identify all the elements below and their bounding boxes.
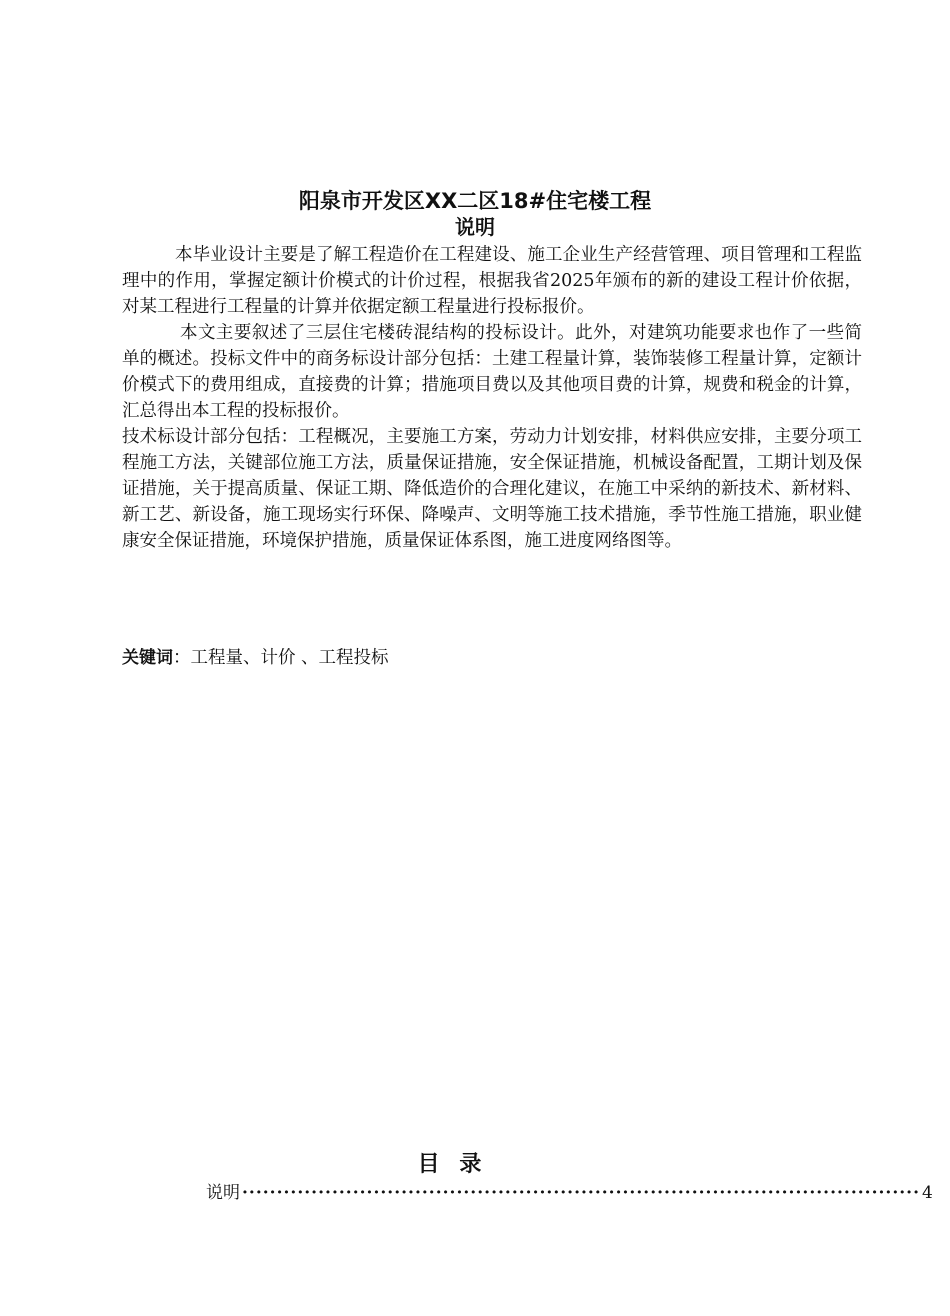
paragraph: 技术标设计部分包括：工程概况，主要施工方案，劳动力计划安排，材料供应安排，主要分项工程施工方法，关键部位施工方法，质量保证措施，安全保证措施，机械设备配置，工期计划及保证措施，关于提高质量、保证工期、降低造价的合理化建议，在施工中采纳的新技术、新材料、新工艺、新设备，施工现场实行环保、降噪声、文明等施工技术措施，季节性施工措施，职业健康安全保证措施，环境保护措施，质量保证体系图，施工进度网络图等。 bbox=[122, 427, 862, 551]
toc-entry-page: 4 bbox=[922, 1183, 933, 1203]
keywords-text: ：工程量、计价 、工程投标 bbox=[173, 648, 389, 668]
toc-leader-dots: ·································································································· bbox=[242, 1183, 921, 1203]
toc-title: 目 录 bbox=[417, 1152, 488, 1177]
paragraph: 本文主要叙述了三层住宅楼砖混结构的投标设计。此外，对建筑功能要求也作了一些简单的概述。投标文件中的商务标设计部分包括：土建工程量计算，装饰装修工程量计算，定额计价模式下的费用组成，直接费的计算；措施项目费以及其他项目费的计算，规费和税金的计算，汇总得出本工程的投标报价。 bbox=[122, 323, 862, 421]
document-subtitle: 说明 bbox=[455, 215, 495, 239]
document-title: 阳泉市开发区XX二区18#住宅楼工程 bbox=[298, 189, 652, 213]
abstract-body bbox=[122, 242, 862, 554]
keywords-label: 关键词 bbox=[122, 648, 173, 668]
toc-entry[interactable] bbox=[206, 1180, 933, 1206]
paragraph: 本毕业设计主要是了解工程造价在工程建设、施工企业生产经营管理、项目管理和工程监理中的作用，掌握定额计价模式的计价过程，根据我省2025年颁布的新的建设工程计价依据，对某工程进行工程量的计算并依据定额工程量进行投标报价。 bbox=[122, 245, 862, 317]
toc-entry-label: 说明 bbox=[206, 1183, 240, 1203]
keywords-line bbox=[122, 645, 389, 671]
